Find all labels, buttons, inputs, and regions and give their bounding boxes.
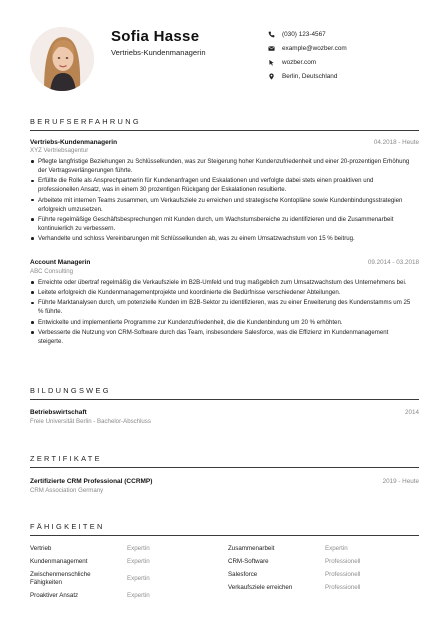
skill-level: Expertin [127, 545, 150, 552]
job-1-company: XYZ Vertriebsagentur [30, 147, 89, 154]
certificate-dates: 2019 - Heute [382, 478, 419, 485]
list-item: Pflegte langfristige Beziehungen zu Schlüsselkunden, was zur Steigerung hoher Kundenzufriedenheit und einer 20-prozentigen Erhöhung der Vertragsverlängerungen führte. [30, 157, 414, 175]
education-year: 2014 [404, 409, 419, 416]
location-pin-icon [268, 73, 275, 80]
education-degree: Betriebswirtschaft [30, 409, 87, 416]
certificate-issuer: CRM Association Germany [30, 487, 104, 494]
job-2-dates: 09.2014 - 03.2018 [367, 259, 419, 266]
list-item: Führte Marktanalysen durch, um potenzielle Kunden im B2B-Sektor zu identifizieren, was zu einer Erweiterung des Kundenstamms um 25 % führte. [30, 298, 414, 316]
skill-name: Vertrieb [30, 545, 52, 552]
education-school: Freie Universität Berlin - Bachelor-Abschluss [30, 418, 151, 425]
contact-info [268, 27, 347, 83]
contact-phone[interactable] [268, 27, 347, 41]
skill-name: Zwischenmenschliche Fähigkeiten [30, 571, 91, 587]
skill-level: Expertin [325, 545, 348, 552]
list-item: Führte regelmäßige Geschäftsbesprechungen mit Kunden durch, um Wachstumsbereiche zu identifizieren und die Zusammenarbeit kontinuierlich zu verbessern. [30, 215, 414, 233]
contact-location [268, 69, 347, 83]
experience-divider [30, 130, 419, 131]
link-icon [268, 59, 275, 66]
job-1-title: Vertriebs-Kundenmanagerin [30, 139, 118, 146]
education-divider [30, 399, 419, 400]
skills-heading: FÄHIGKEITEN [30, 522, 105, 531]
list-item: Arbeitete mit internen Teams zusammen, um Verkaufsziele zu erreichen und strategische Kontopläne sowie Kundenbindungsstrategien erfolgreich umzusetzen. [30, 196, 414, 214]
job-2-bullets [30, 278, 414, 347]
skill-name: Proaktiver Ansatz [30, 592, 79, 599]
certificate-name: Zertifizierte CRM Professional (CCRMP) [30, 478, 153, 485]
list-item: Entwickelte und implementierte Programme zur Kundenzufriedenheit, die die Kundenbindung um 20 % erhöhten. [30, 318, 414, 327]
list-item: Leitete erfolgreich die Kundenmanagementprojekte und koordinierte die Bedürfnisse verschiedener Abteilungen. [30, 288, 414, 297]
job-title: Vertriebs-Kundenmanagerin [111, 48, 206, 57]
skills-divider [30, 535, 419, 536]
job-1-bullets [30, 157, 414, 244]
email-text: example@wozber.com [282, 44, 347, 52]
certificates-heading: ZERTIFIKATE [30, 454, 102, 463]
skill-level: Expertin [127, 592, 150, 599]
skill-level: Professionell [325, 571, 361, 578]
list-item: Verhandelte und schloss Vereinbarungen mit Schlüsselkunden ab, was zu einem Umsatzwachstum von 15 % beitrug. [30, 234, 414, 243]
candidate-name: Sofia Hasse [111, 28, 200, 45]
skill-name: Salesforce [228, 571, 258, 578]
job-2-company: ABC Consulting [30, 268, 74, 275]
skill-name: Kundenmanagement [30, 558, 88, 565]
phone-text: (030) 123-4567 [282, 30, 326, 38]
mail-icon [268, 45, 275, 52]
list-item: Erreichte oder übertraf regelmäßig die Verkaufsziele im B2B-Umfeld und trug maßgeblich zum Umsatzwachstum des Unternehmens bei. [30, 278, 414, 287]
profile-photo [30, 27, 94, 91]
skill-level: Professionell [325, 558, 361, 565]
job-1-dates: 04.2018 - Heute [373, 139, 419, 146]
experience-heading: BERUFSERFAHRUNG [30, 117, 141, 126]
skill-level: Professionell [325, 584, 361, 591]
contact-website[interactable] [268, 55, 347, 69]
website-text: wozber.com [282, 58, 317, 66]
skill-name: Verkaufsziele erreichen [228, 584, 293, 591]
skill-level: Expertin [127, 558, 150, 565]
list-item: Erfüllte die Rolle als Ansprechpartnerin für Kundenanfragen und Eskalationen und verfolgte dabei stets einen proaktiven und professionellen Ansatz, was in einem 30 prozentigen Rückgang der Eskalationen resultierte. [30, 176, 414, 194]
phone-icon [268, 31, 275, 38]
location-text: Berlin, Deutschland [282, 72, 338, 80]
skill-name: CRM-Software [228, 558, 269, 565]
skill-level: Expertin [127, 575, 150, 582]
skill-name: Zusammenarbeit [228, 545, 275, 552]
certificates-divider [30, 467, 419, 468]
list-item: Verbesserte die Nutzung von CRM-Software durch das Team, insbesondere Salesforce, was die Effizienz im Kundenmanagement steigerte. [30, 328, 414, 346]
portrait-image [30, 27, 94, 91]
job-2-title: Account Managerin [30, 259, 91, 266]
contact-email[interactable] [268, 41, 347, 55]
education-heading: BILDUNGSWEG [30, 386, 111, 395]
